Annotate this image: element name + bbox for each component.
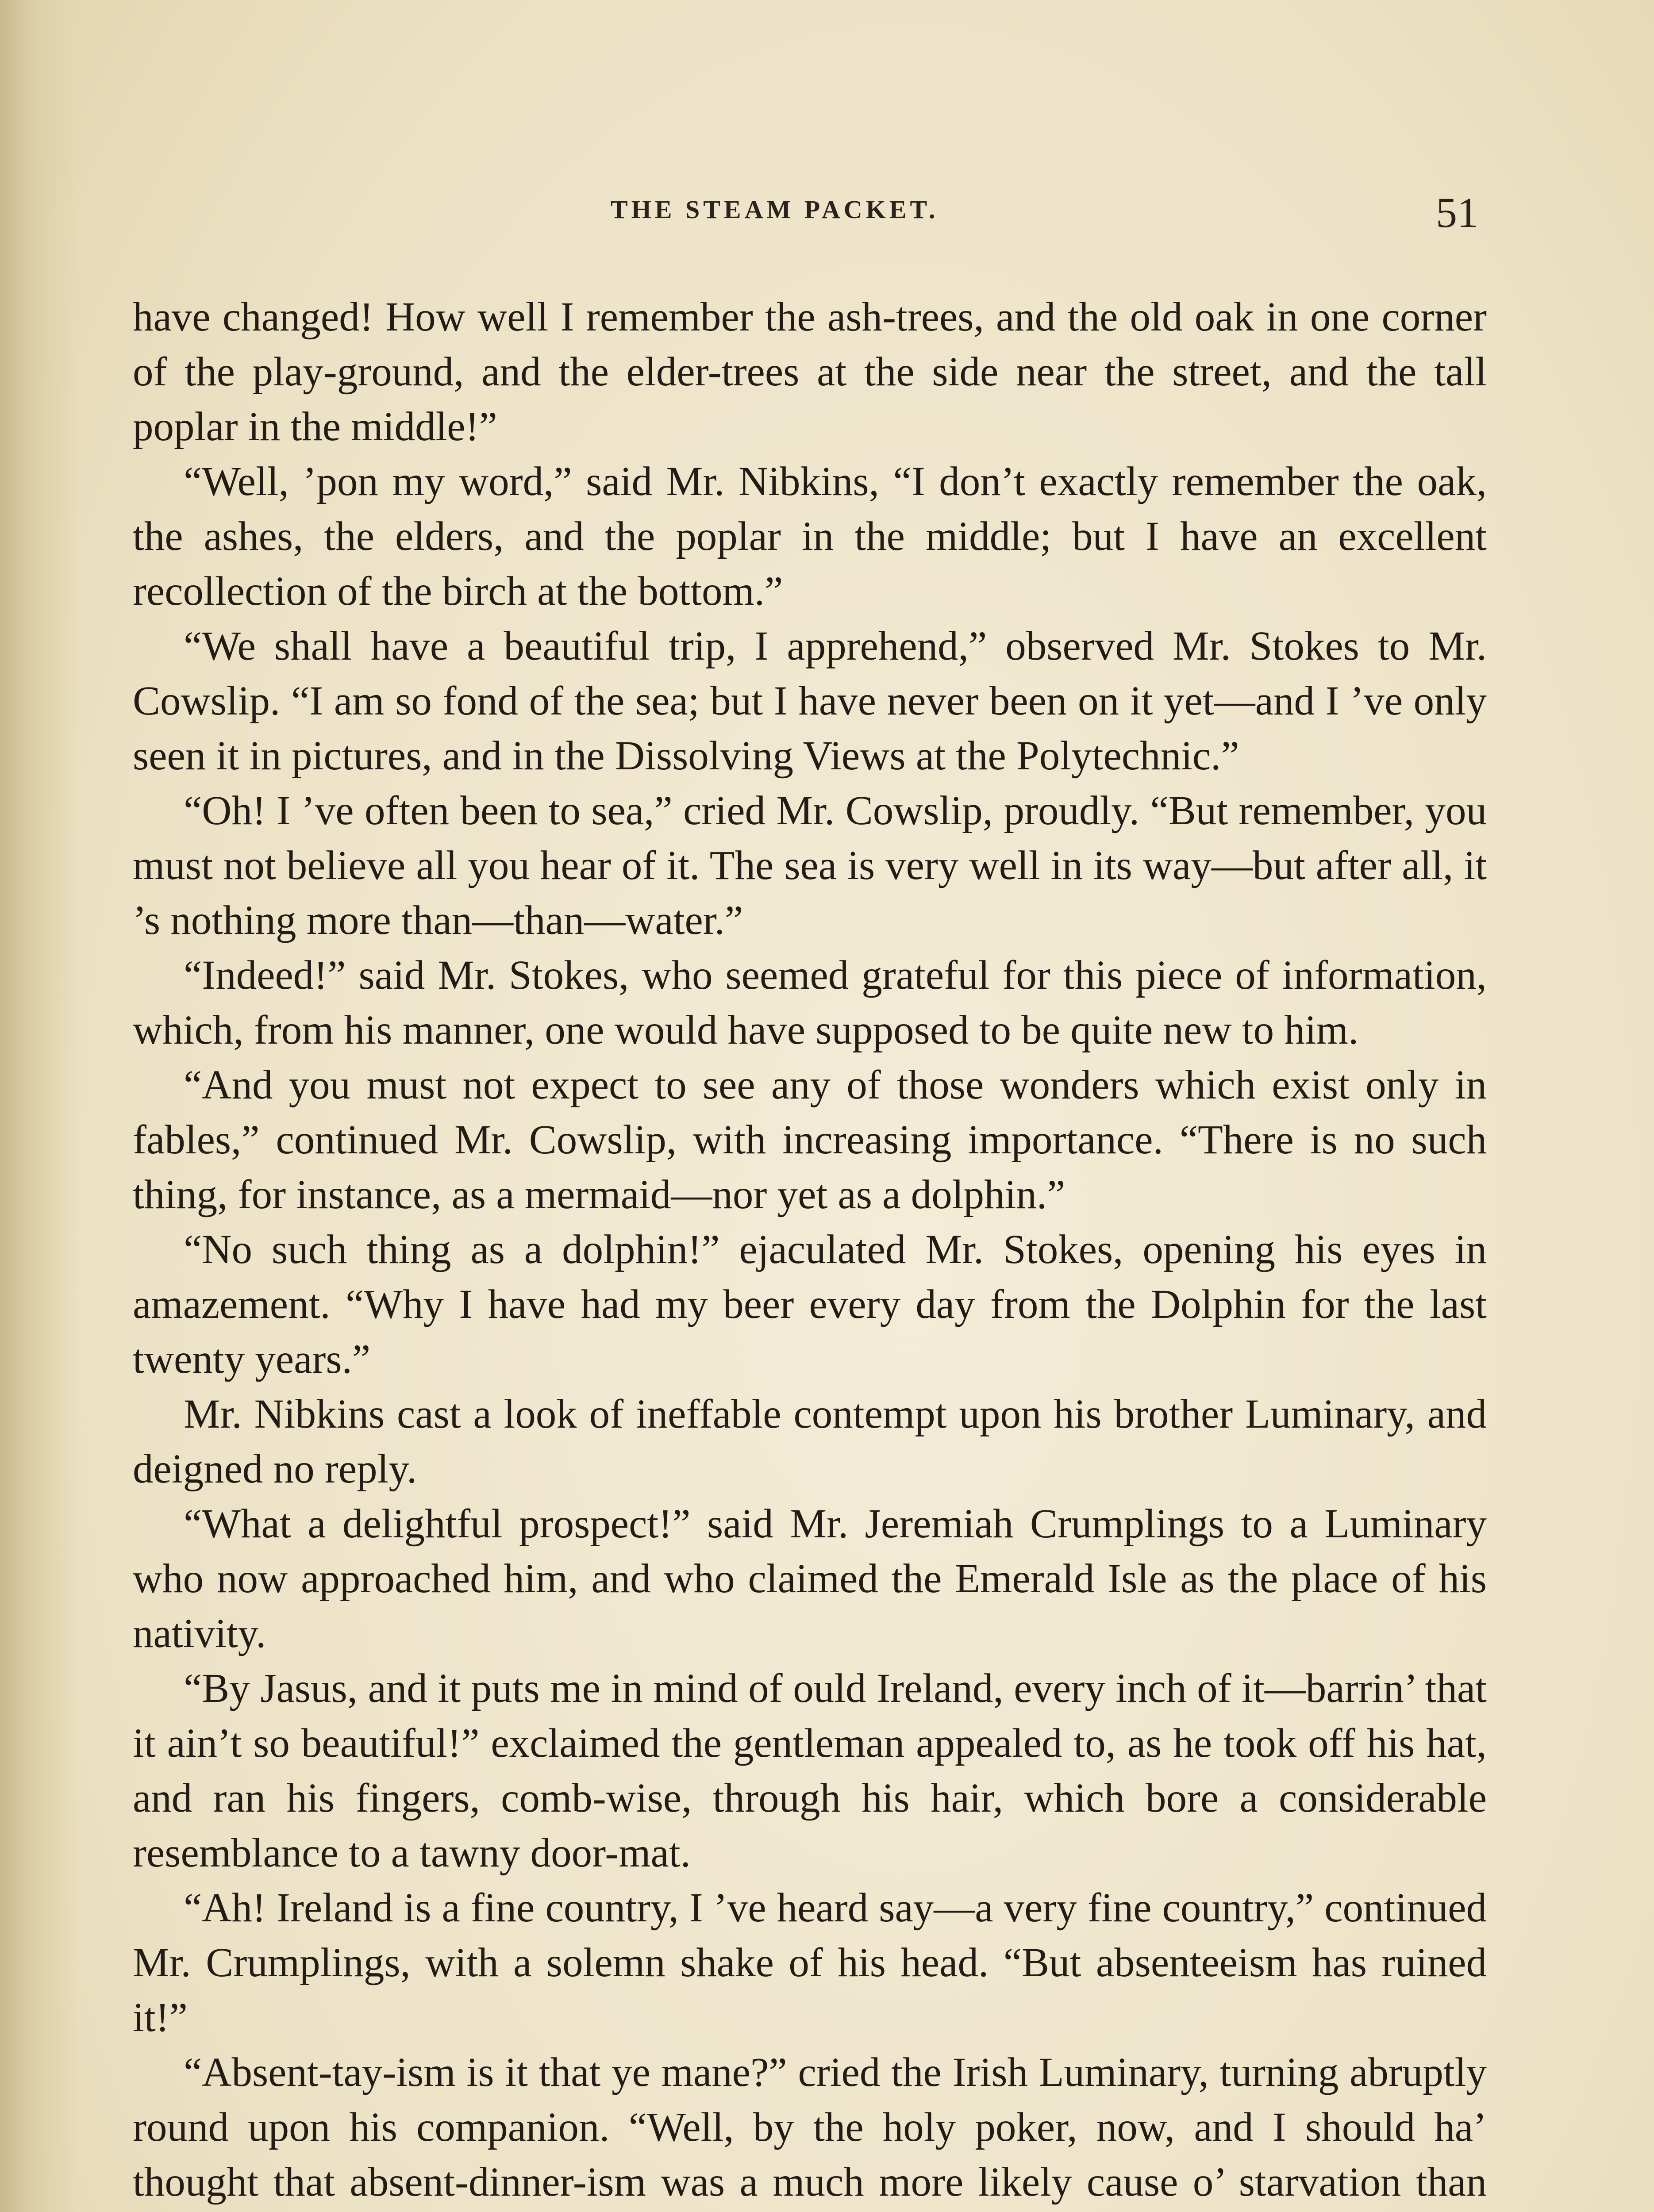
paragraph: “We shall have a beautiful trip, I apprehend,” observed Mr. Stokes to Mr. Cowslip. “I am so fond of the sea; but I have never been on it yet—and I ’ve only seen it in pictures, and in the Dissolving Views at the Polytechnic.” (133, 623, 1487, 779)
paragraph: have changed! How well I remember the ash-trees, and the old oak in one corner of the play-ground, and the elder-trees at the side near the street, and the tall poplar in the middle!” (133, 294, 1487, 449)
paragraph: “Oh! I ’ve often been to sea,” cried Mr. Cowslip, proudly. “But remember, you must not believe all you hear of it. The sea is very well in its way—but after all, it ’s nothing more than—than—water.” (133, 788, 1487, 943)
paragraph: “Well, ’pon my word,” said Mr. Nibkins, “I don’t exactly remember the oak, the ashes, the elders, and the poplar in the middle; but I have an excellent recollection of the birch at the bottom.” (133, 459, 1487, 614)
paragraph: Mr. Nibkins cast a look of ineffable contempt upon his brother Luminary, and deigned no reply. (133, 1391, 1487, 1492)
paragraph: “And you must not expect to see any of those wonders which exist only in fables,” continued Mr. Cowslip, with increasing importance. “There is no such thing, for instance, as a mermaid—nor yet as a dolphin.” (133, 1062, 1487, 1217)
paragraph: “Absent-tay-ism is it that ye mane?” cried the Irish Luminary, turning abruptly round upon his companion. “Well, by the holy poker, now, and I should ha’ thought that absent-dinner-ism was a much more likely cause o’ starvation than (133, 2050, 1487, 2205)
body-text (133, 290, 1487, 2212)
paragraph: “What a delightful prospect!” said Mr. Jeremiah Crumplings to a Luminary who now approached him, and who claimed the Emerald Isle as the place of his nativity. (133, 1501, 1487, 1656)
paragraph: “Indeed!” said Mr. Stokes, who seemed grateful for this piece of information, which, from his manner, one would have supposed to be quite new to him. (133, 952, 1487, 1053)
paragraph: “Ah! Ireland is a fine country, I ’ve heard say—a very fine country,” continued Mr. Crumplings, with a solemn shake of his head. “But absenteeism has ruined it!” (133, 1885, 1487, 2040)
page-binding-shadow (0, 0, 80, 2212)
running-title: THE STEAM PACKET. (611, 195, 939, 224)
paragraph: “No such thing as a dolphin!” ejaculated Mr. Stokes, opening his eyes in amazement. “Why I have had my beer every day from the Dolphin for the last twenty years.” (133, 1227, 1487, 1382)
paragraph: “By Jasus, and it puts me in mind of ould Ireland, every inch of it—barrin’ that it ain’t so beautiful!” exclaimed the gentleman appealed to, as he took off his hat, and ran his fingers, comb-wise, through his hair, which bore a considerable resemblance to a tawny door-mat. (133, 1666, 1487, 1876)
page-number: 51 (1436, 189, 1478, 236)
